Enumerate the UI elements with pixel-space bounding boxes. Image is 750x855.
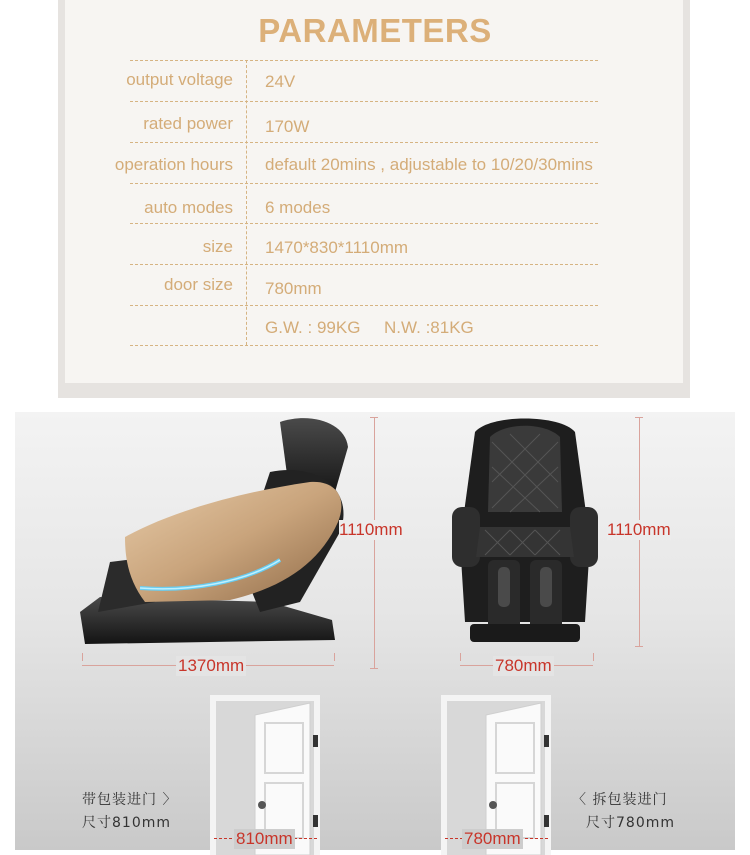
param-value: default 20mins , adjustable to 10/20/30mins — [265, 155, 593, 174]
param-value: 780mm — [265, 279, 322, 298]
door-packed-caption: 带包装进门 〉 — [82, 792, 178, 808]
door-packed-size: 尺寸810mm — [82, 815, 171, 831]
door-unpacked-width-label: 780mm — [464, 829, 521, 848]
param-label: output voltage — [126, 70, 233, 89]
dimension-tick — [593, 653, 594, 661]
table-divider — [130, 345, 598, 346]
table-divider — [130, 264, 598, 265]
front-height-label: 1110mm — [607, 520, 671, 539]
parameters-title: PARAMETERS — [258, 12, 492, 49]
front-width-label: 780mm — [495, 656, 552, 675]
door-packed-width-label: 810mm — [236, 829, 293, 848]
param-label: rated power — [143, 114, 233, 133]
table-column-divider — [246, 60, 247, 345]
table-divider — [130, 305, 598, 306]
param-value: 24V — [265, 72, 296, 91]
dimension-tick — [334, 653, 335, 661]
door-unpacked-caption: 〈 拆包装进门 — [572, 792, 668, 808]
massage-chair-side-view — [70, 412, 370, 652]
door-unpacked-size: 尺寸780mm — [586, 815, 675, 831]
param-label: auto modes — [144, 198, 233, 217]
param-value: 1470*830*1110mm — [265, 238, 409, 257]
dimension-tick — [82, 653, 83, 661]
dimension-tick — [635, 417, 643, 418]
param-label: door size — [164, 275, 233, 294]
param-label: size — [202, 237, 233, 256]
side-length-label: 1370mm — [178, 656, 245, 675]
param-value: 6 modes — [265, 198, 331, 217]
param-weight-value: G.W. : 99KG N.W. :81KG — [265, 318, 474, 337]
table-divider — [130, 101, 598, 102]
param-label: operation hours — [114, 155, 233, 174]
param-value: 170W — [265, 117, 310, 136]
table-divider — [130, 223, 598, 224]
table-divider — [130, 142, 598, 143]
dimension-tick — [635, 646, 643, 647]
massage-chair-front-view — [450, 412, 600, 652]
dimension-tick — [370, 668, 378, 669]
side-height-line — [374, 417, 375, 669]
dimension-tick — [460, 653, 461, 661]
side-height-label: 1110mm — [339, 520, 403, 539]
table-divider — [130, 60, 598, 61]
table-divider — [130, 183, 598, 184]
dimension-tick — [370, 417, 378, 418]
